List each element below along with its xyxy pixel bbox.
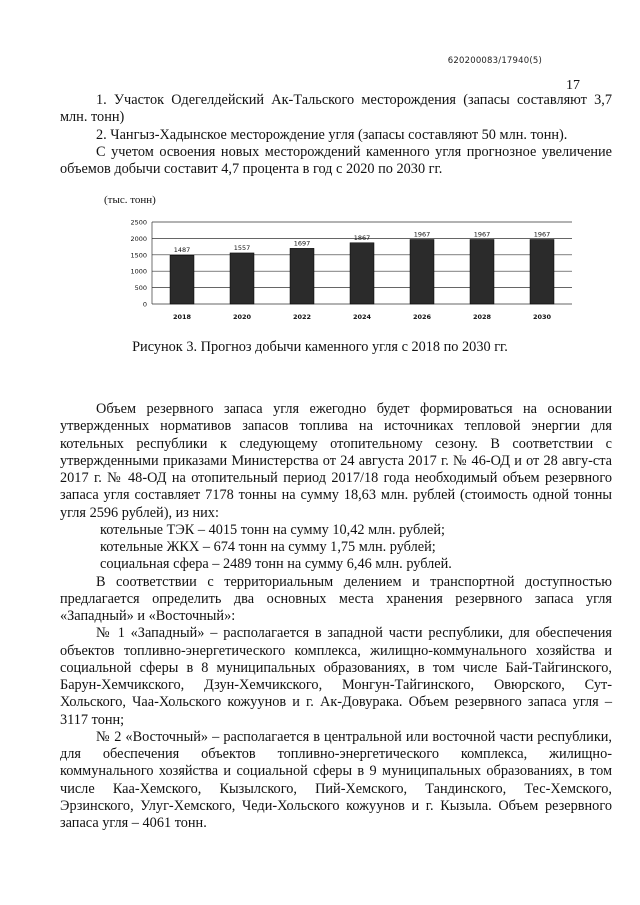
coal-production-chart bbox=[112, 212, 582, 330]
y-tick-label: 1000 bbox=[130, 267, 147, 276]
intro-item-1: 1. Участок Одегелдейский Ак-Тальского месторождения (запасы составляют 3,7 млн. тонн) bbox=[60, 92, 612, 126]
x-tick-label: 2026 bbox=[412, 313, 432, 321]
data-label: 1557 bbox=[233, 243, 251, 252]
data-label: 1487 bbox=[173, 246, 191, 255]
intro-paragraph: С учетом освоения новых месторождений каменного угля прогнозное увеличение объемов добычи составит 4,7 процента в год с 2020 по 2030 гг. bbox=[60, 143, 612, 178]
y-tick-label: 2500 bbox=[130, 218, 147, 227]
figure-caption: Рисунок 3. Прогноз добычи каменного угля с 2018 по 2030 гг. bbox=[132, 339, 508, 355]
paragraph-west: № 1 «Западный» – располагается в западной части республики, для обеспечения объектов топливно-энергетического комплекса, жилищно-коммунального хозяйства и социальной сферы в 8 муниципальных образованиях, в том числе Бай-Тайгинского, Барун-Хемчикского, Дзун-Хемчикского, Монгун-Тайгинского, Овюрского, Сут-Хольского, Чаа-Хольского кожуунов и г. Ак-Довурака. Объем резервного запаса угля – 3117 тонн; bbox=[60, 625, 612, 728]
bar-2026 bbox=[410, 239, 434, 304]
data-label: 1967 bbox=[413, 230, 431, 239]
x-tick-label: 2024 bbox=[352, 313, 372, 321]
intro-section bbox=[60, 92, 612, 178]
y-tick-label: 2000 bbox=[130, 234, 147, 243]
x-tick-label: 2018 bbox=[172, 313, 192, 321]
bar-2020 bbox=[230, 253, 254, 304]
x-tick-label: 2020 bbox=[232, 313, 252, 321]
paragraph-reserve: Объем резервного запаса угля ежегодно будет формироваться на основании утвержденных нормативов запасов топлива на источниках тепловой энергии для котельных республики к следующему отопительному сезону. В соответствии с утвержденными приказами Министерства от 24 августа 2017 г. № 46-ОД и от 28 авгу-ста 2017 г. № 48-ОД на отопительный период 2017/18 года необходимый объем резервного запаса угля составляет 7178 тонны на сумму 18,63 млн. рублей (стоимость одной тонны угля 2596 рублей), из них: bbox=[60, 401, 612, 521]
y-tick-label: 1500 bbox=[130, 251, 147, 260]
bar-2022 bbox=[290, 248, 314, 304]
paragraph-east: № 2 «Восточный» – располагается в центральной или восточной части республики, для обеспечения объектов топливно-энергетического комплекса, жилищно-коммунального хозяйства и социальной сферы в 9 муниципальных образованиях, в том числе Каа-Хемского, Кызылского, Пий-Хемского, Тандинского, Тес-Хемского, Эрзинского, Улуг-Хемского, Чеди-Хольского кожуунов и г. Кызыла. Объем резервного запаса угля – 4061 тонн. bbox=[60, 728, 612, 831]
chart-unit-label: (тыс. тонн) bbox=[104, 194, 156, 206]
bar-2024 bbox=[350, 243, 374, 304]
y-tick-label: 500 bbox=[134, 284, 147, 293]
y-tick-label: 0 bbox=[142, 300, 147, 309]
main-text bbox=[60, 363, 612, 832]
x-tick-label: 2030 bbox=[532, 313, 552, 321]
list-item-social: социальная сфера – 2489 тонн на сумму 6,46 млн. рублей. bbox=[100, 556, 452, 573]
intro-item-2: 2. Чангыз-Хадынское месторождение угля (запасы составляют 50 млн. тонн). bbox=[96, 126, 568, 143]
paragraph-storage: В соответствии с территориальным делением и транспортной доступностью предлагается определить два основных места хранения резервного запаса угля «Западный» и «Восточный»: bbox=[60, 573, 612, 624]
list-item-zhkh: котельные ЖКХ – 674 тонн на сумму 1,75 млн. рублей; bbox=[100, 539, 436, 555]
data-label: 1697 bbox=[293, 239, 311, 248]
bar-2030 bbox=[530, 239, 554, 304]
data-label: 1967 bbox=[533, 230, 551, 239]
bar-2028 bbox=[470, 239, 494, 304]
document-code: 620200083/17940(5) bbox=[447, 56, 542, 66]
x-tick-label: 2022 bbox=[292, 313, 312, 321]
page-number: 17 bbox=[566, 78, 580, 93]
data-label: 1967 bbox=[473, 230, 491, 239]
data-label: 1867 bbox=[353, 233, 371, 242]
list-item-tek: котельные ТЭК – 4015 тонн на сумму 10,42 млн. рублей; bbox=[100, 521, 446, 538]
bar-2018 bbox=[170, 255, 194, 304]
x-tick-label: 2028 bbox=[472, 313, 492, 321]
